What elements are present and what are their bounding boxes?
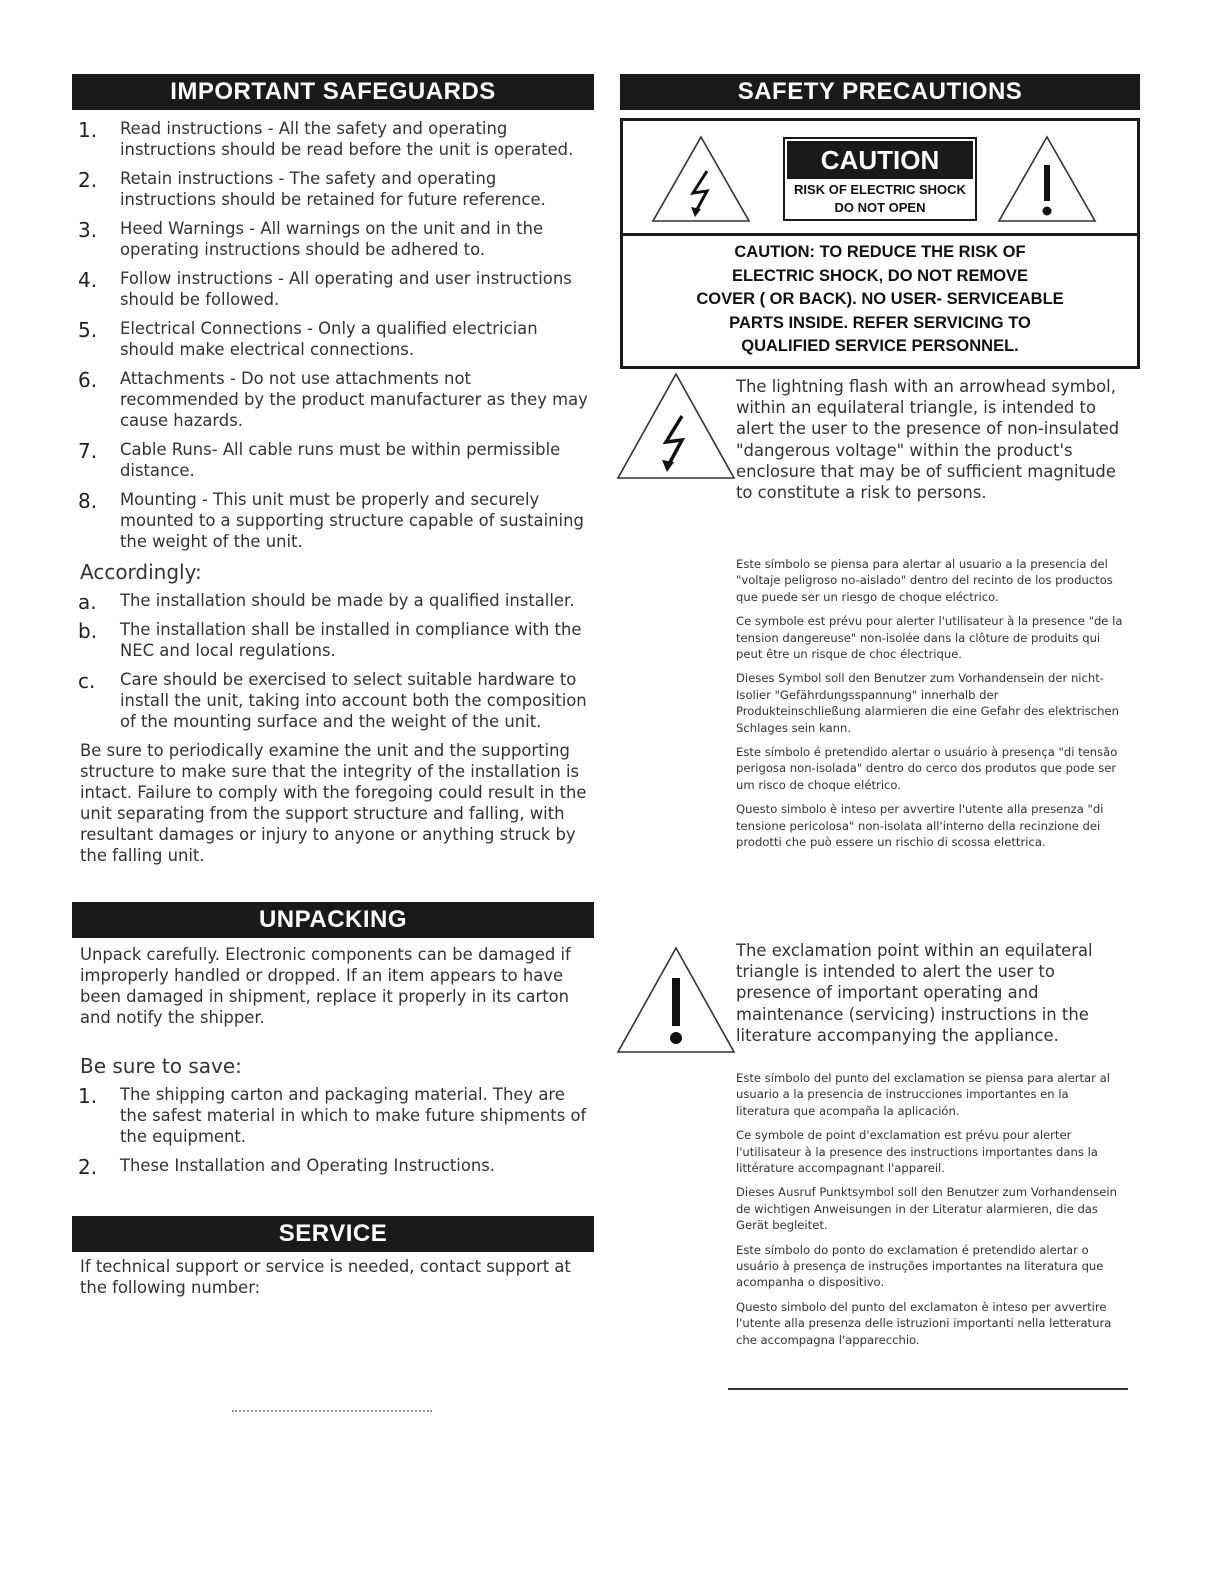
caution-sub2: DO NOT OPEN — [834, 200, 926, 215]
list-item: 8. Mounting - This unit must be properly and securely mounted to a supporting structure capable of sustaining the weight of the unit. — [78, 489, 584, 551]
list-item: 1. Read instructions - All the safety and operating instructions should be read before the unit is operated. — [78, 118, 574, 159]
exclamation-description: The exclamation point within an equilateral triangle is intended to alert the user to presence of important operating and maintenance (servicing) instructions in the literature accompanying the appliance. — [736, 941, 1093, 1045]
exclamation-translations: Este símbolo del punto del exclamation se piensa para alertar al usuario a la presencia de instrucciones importantes en la literatura que acompaña la aplicación. Ce symbole de point d'exclamation est prévu pour alerter l'utilisateur à la presence des instructions importantes dans la littérature accompagnant l'appareil. Dieses Ausruf Punktsymbol soll den Benutzer zum Vorhandensein de wichtigen Anweisungen in der Literatur alarmieren, die das Gerät begleitet. Este símbolo do ponto do exclamation é pretendido alertar o usuário à presença de instruções importantes na literatura que acompanha o dispositivo. Questo simbolo del punto del exclamaton è inteso per avvertire l'utente alla presenza delle istruzioni importanti nella letteratura che accompagna l'apparecchio. — [736, 1071, 1117, 1347]
list-item: 5. Electrical Connections - Only a qualified electrician should make electrical connections. — [78, 318, 538, 359]
lightning-description: The lightning flash with an arrowhead symbol, within an equilateral triangle, is intended to alert the user to the presence of non-insulated "dangerous voltage" within the product's enclosure that may be of sufficient magnitude to constitute a risk to persons. — [736, 377, 1120, 503]
caution-top — [623, 121, 1137, 236]
lightning-translations: Este símbolo se piensa para alertar al usuario a la presencia del "voltaje peligroso no-aislado" dentro del recinto de los productos que puede ser un riesgo de choque eléctrico. Ce symbole est prévu pour alerter l'utilisateur à la presence "de la tension dangereuse" non-isolée dans la clôture de produits qui peut être un risque de choc électrique. Dieses Symbol soll den Benutzer zum Vorhandensein der nicht-Isolier "Gefährdungsspannung" innerhalb der Produkteinschließung alarmieren die eine Gefahr des elektrischen Schlages sein kann. Este símbolo é pretendido alertar o usuário à presença "di tensão perigosa non-isolada" dentro do cerco dos produtos que pode ser um risco de choque elétrico. Questo simbolo è inteso per avvertire l'utente alla presenza "di tensione pericolosa" non-isolata all'interno della recinzione dei prodotti che può essere un rischio di scossa elettrica. — [736, 557, 1123, 850]
list-item: a. The installation should be made by a qualified installer. — [78, 590, 575, 614]
lightning-triangle-icon — [649, 133, 753, 225]
safeguards-header: IMPORTANT SAFEGUARDS — [72, 74, 594, 110]
caution-label: CAUTION — [787, 141, 973, 179]
list-item: 4. Follow instructions - All operating and user instructions should be followed. — [78, 268, 572, 309]
unpacking-text: Unpack carefully. Electronic components can be damaged if improperly handled or dropped. If an item appears to have been damaged in shipment, replace it properly in its carton and notify the shipper. — [80, 945, 571, 1027]
caution-body: CAUTION: TO REDUCE THE RISK OF ELECTRIC SHOCK, DO NOT REMOVE COVER ( OR BACK). NO USER- SERVICEABLE PARTS INSIDE. REFER SERVICING TO QUALIFIED SERVICE PERSONNEL. — [696, 243, 1064, 355]
exclamation-triangle-icon — [995, 133, 1099, 225]
save-heading: Be sure to save: — [80, 1054, 242, 1078]
list-item: c. Care should be exercised to select suitable hardware to install the unit, taking into account both the composition of the mounting surface and the weight of the unit. — [78, 669, 587, 731]
caution-badge — [783, 137, 977, 221]
list-item: 3. Heed Warnings - All warnings on the unit and in the operating instructions should be adhered to. — [78, 218, 544, 259]
save-list — [72, 1084, 594, 1179]
list-item: 2. These Installation and Operating Instructions. — [78, 1155, 495, 1179]
left-column — [72, 74, 594, 1298]
right-column — [620, 74, 1140, 1347]
phone-number-obscured — [232, 1410, 432, 1412]
exclamation-triangle-icon — [614, 944, 738, 1056]
accordingly-heading: Accordingly: — [80, 560, 202, 584]
service-header: SERVICE — [72, 1216, 594, 1252]
bottom-rule — [728, 1388, 1128, 1390]
list-item: 7. Cable Runs- All cable runs must be within permissible distance. — [78, 439, 561, 480]
accordingly-list — [72, 590, 594, 732]
safeguards-note: Be sure to periodically examine the unit and the supporting structure to make sure that the integrity of the installation is intact. Failure to comply with the foregoing could result in the unit separating from the support structure and falling, with resultant damages or injury to anyone or anything struck by the falling unit. — [80, 741, 587, 865]
caution-box — [620, 118, 1140, 369]
service-text: If technical support or service is needed, contact support at the following number: — [80, 1257, 571, 1297]
precautions-header: SAFETY PRECAUTIONS — [620, 74, 1140, 110]
caution-sub1: RISK OF ELECTRIC SHOCK — [794, 182, 966, 197]
unpacking-header: UNPACKING — [72, 902, 594, 938]
safeguards-list — [72, 118, 594, 552]
lightning-triangle-icon — [614, 370, 738, 482]
list-item: b. The installation shall be installed in compliance with the NEC and local regulations. — [78, 619, 582, 660]
list-item: 6. Attachments - Do not use attachments not recommended by the product manufacturer as they may cause hazards. — [78, 368, 588, 430]
list-item: 2. Retain instructions - The safety and operating instructions should be retained for future reference. — [78, 168, 546, 209]
list-item: 1. The shipping carton and packaging material. They are the safest material in which to make future shipments of the equipment. — [78, 1084, 587, 1146]
